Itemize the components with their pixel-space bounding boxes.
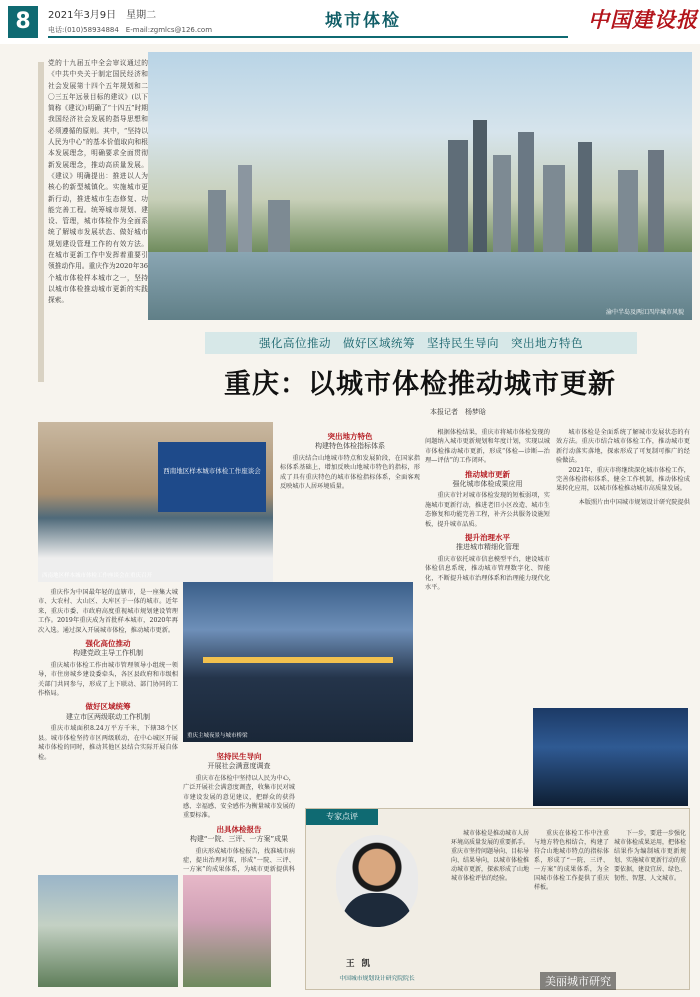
section-subheading: 开展社会满意度调查 [207,762,271,771]
portrait-suit [342,893,412,927]
body-paragraph: 重庆形成城市体检报告，找准城市病症，提出治理对策，形成“一院、三评、一方案”的成果体系，为城市更新提供科 [183,847,295,874]
expert-paragraph: 城市体检是推动城市人居环境高质量发展的重要抓手。重庆市坚持问题导向、目标导向、结果导向，以城市体检推动城市更新，探索形成了山地城市体检评估的经验。 [451,830,529,882]
skyline-building [448,140,468,260]
left-lead: 重庆作为中国最年轻的直辖市，是一座集大城市、大农村、大山区、大库区于一体的城市。近年来，重庆市委、市政府高度重视城市规划建设管理工作。2019年重庆成为首批样本城市，2020年再次入选。通过深入开展城市体检，推动城市更新。 [38,589,178,634]
intro-paragraph: 党的十九届五中全会审议通过的《中共中央关于制定国民经济和社会发展第十四个五年规划和二〇三五年远景目标的建议》(以下简称《建议》)明确了“十四五”时期我国经济社会发展的指导思想和必须遵循的原则。其中，“坚持以人民为中心”的基本价值取向和根本发展理念，明确要求全面贯彻新发展理念，推动高质量发展。《建议》明确提出：推进以人为核心的新型城镇化。实施城市更新行动，推进城市生态修复、功能完善工程。统筹城市规划、建设、管理，城市体检作为全面系统了解城市发展状态、做好城市规划建设管理工作的有效方法。在城市更新工作中发挥着重要引领推动作用。重庆作为2020年36个城市体检样本城市之一，坚持以城市体检推动城市更新的实践探索。 [48,59,148,305]
body-paragraph: 重庆市依托城市信息模型平台，建设城市体检信息系统，推动城市管理数字化、智能化，不断提升城市治理体系和治理能力现代化水平。 [425,555,550,592]
section-subheading: 构建党政主导工作机制 [73,649,143,658]
skyline-building [618,170,638,260]
section-heading: 强化高位推动 [85,639,131,649]
section-heading: 坚持民生导向 [216,752,262,761]
bridge-photo [183,582,413,742]
expert-portrait [336,835,418,927]
skyline-building [543,165,565,260]
expert-title: 中国城市规划设计研究院院长 [339,976,415,982]
skyline-building [268,200,290,260]
expert-paragraph: 下一步，要进一步强化城市体检成果运用，把体检结果作为编制城市更新规划、实施城市更新行动的重要依据，建设宜居、绿色、韧性、智慧、人文城市。 [614,830,686,882]
skyline-building [648,150,664,260]
section-subheading: 建立市区两级联动工作机制 [66,712,150,721]
body-paragraph: 重庆市针对城市体检发现的短板弱项，实施城市更新行动，推进老旧小区改造、城市生态修复和功能完善工程，补齐公共服务设施短板，提升城市品质。 [425,492,550,528]
bridge-span [203,657,393,663]
skyline-building [493,155,511,260]
expert-column [451,829,529,987]
body-paragraph: 2021年，重庆市将继续深化城市体检工作，完善体检指标体系，健全工作机制，推动体检成果转化应用，以城市体检推动城市高质量发展。 [556,466,690,493]
newspaper-logo: 中国建设报 [588,7,698,32]
expert-commentary-box [305,808,690,990]
expert-paragraph: 重庆在体检工作中注重与地方特色相结合，构建了符合山地城市特点的指标体系，形成了“一院、三评、一方案”的成果体系，为全国城市体检工作提供了重庆样板。 [534,830,609,891]
section-heading: 提升治理水平 [465,533,510,543]
body-paragraph: 重庆城市体检工作由城市管理领导小组统一领导，市住房城乡建设委牵头，各区县政府和市级相关部门共同参与，形成了上下联动、部门协同的工作格局。 [38,661,178,698]
watermark: 美丽城市研究 [540,972,616,990]
section-heading: 突出地方特色 [327,432,373,441]
section-subheading: 推进城市精细化管理 [456,543,519,552]
photo-credit: 本版照片由中国城市规划设计研究院提供 [578,498,690,506]
flower-street-photo [183,875,271,987]
skyline-building [208,190,226,260]
skyline-building [238,165,252,260]
section-heading: 出具体检报告 [216,824,262,834]
body-paragraph: 根据体检结果，重庆市将城市体检发现的问题纳入城市更新规划和年度计划，实现以城市体检推动城市更新，形成“体检—诊断—治理—评估”的工作闭环。 [425,429,550,465]
middle-text-column [280,428,420,578]
body-paragraph: 城市体检是全面系统了解城市发展状态的有效方法。重庆市结合城市体检工作，推动城市更新行动落实落地，探索形成了可复制可推广的经验做法。 [556,429,690,465]
left-text-column [38,588,178,870]
section-title: 城市体检 [325,11,401,31]
subheadline: 强化高位推动 做好区域统筹 坚持民生导向 突出地方特色 [205,332,637,354]
intro-sidebar [38,62,44,382]
right-text-column [425,428,550,800]
header-rule [48,36,568,38]
expert-column [614,829,686,987]
expert-name: 王 凯 [346,959,372,969]
riverside-photo [38,875,178,987]
byline: 本报记者 杨梦晗 [430,408,486,416]
meeting-screen: 西南地区样本城市体检工作座谈会 [158,442,266,512]
body-paragraph: 重庆结合山地城市特点和发展阶段，在国家指标体系基础上，增加反映山地城市特色的指标，形成了具有重庆特色的城市体检指标体系，全面客观反映城市人居环境质量。 [280,454,420,491]
skyline-building [473,120,487,260]
page-number: 8 [8,6,38,38]
hero-photo [148,52,692,320]
contact-info: 电话:(010)58934884 E-mail:zgmlcs@126.com [48,26,213,34]
bridge-caption: 重庆主城夜景与城市桥梁 [187,733,248,739]
expert-column [534,829,609,987]
skyline-building [578,142,592,260]
section-heading: 做好区域统筹 [85,702,131,712]
meeting-photo [38,422,273,582]
expert-tag: 专家点评 [306,809,378,825]
headline: 重庆：以城市体检推动城市更新 [224,369,616,400]
hero-caption: 渝中半岛及两江四岸城市风貌 [605,309,684,316]
page-header [0,0,700,44]
section-subheading: 构建“一院、三评、一方案”成果 [189,835,289,844]
skyline-building [518,132,534,260]
night-city-photo [533,708,688,806]
section-subheading: 强化城市体检成果应用 [452,480,523,489]
issue-date: 2021年3月9日 星期二 [48,10,157,21]
body-paragraph: 重庆市域面积8.24万平方千米，下辖38个区县。城市体检坚持市区两级联动，在中心城区开展城市体检的同时，推动其他区县结合实际开展自体检。 [38,725,178,761]
section-heading: 推动城市更新 [465,469,510,479]
body-paragraph: 重庆市在体检中坚持以人民为中心，广泛开展社会满意度调查，收集市民对城市建设发展的意见建议，把群众的获得感、幸福感、安全感作为衡量城市发展的重要标准。 [183,774,295,820]
section-subheading: 构建特色体检指标体系 [315,442,385,451]
far-right-text-column [556,428,690,704]
meeting-caption: 西南地区样本城市体检工作座谈会在重庆召开 [42,573,153,579]
